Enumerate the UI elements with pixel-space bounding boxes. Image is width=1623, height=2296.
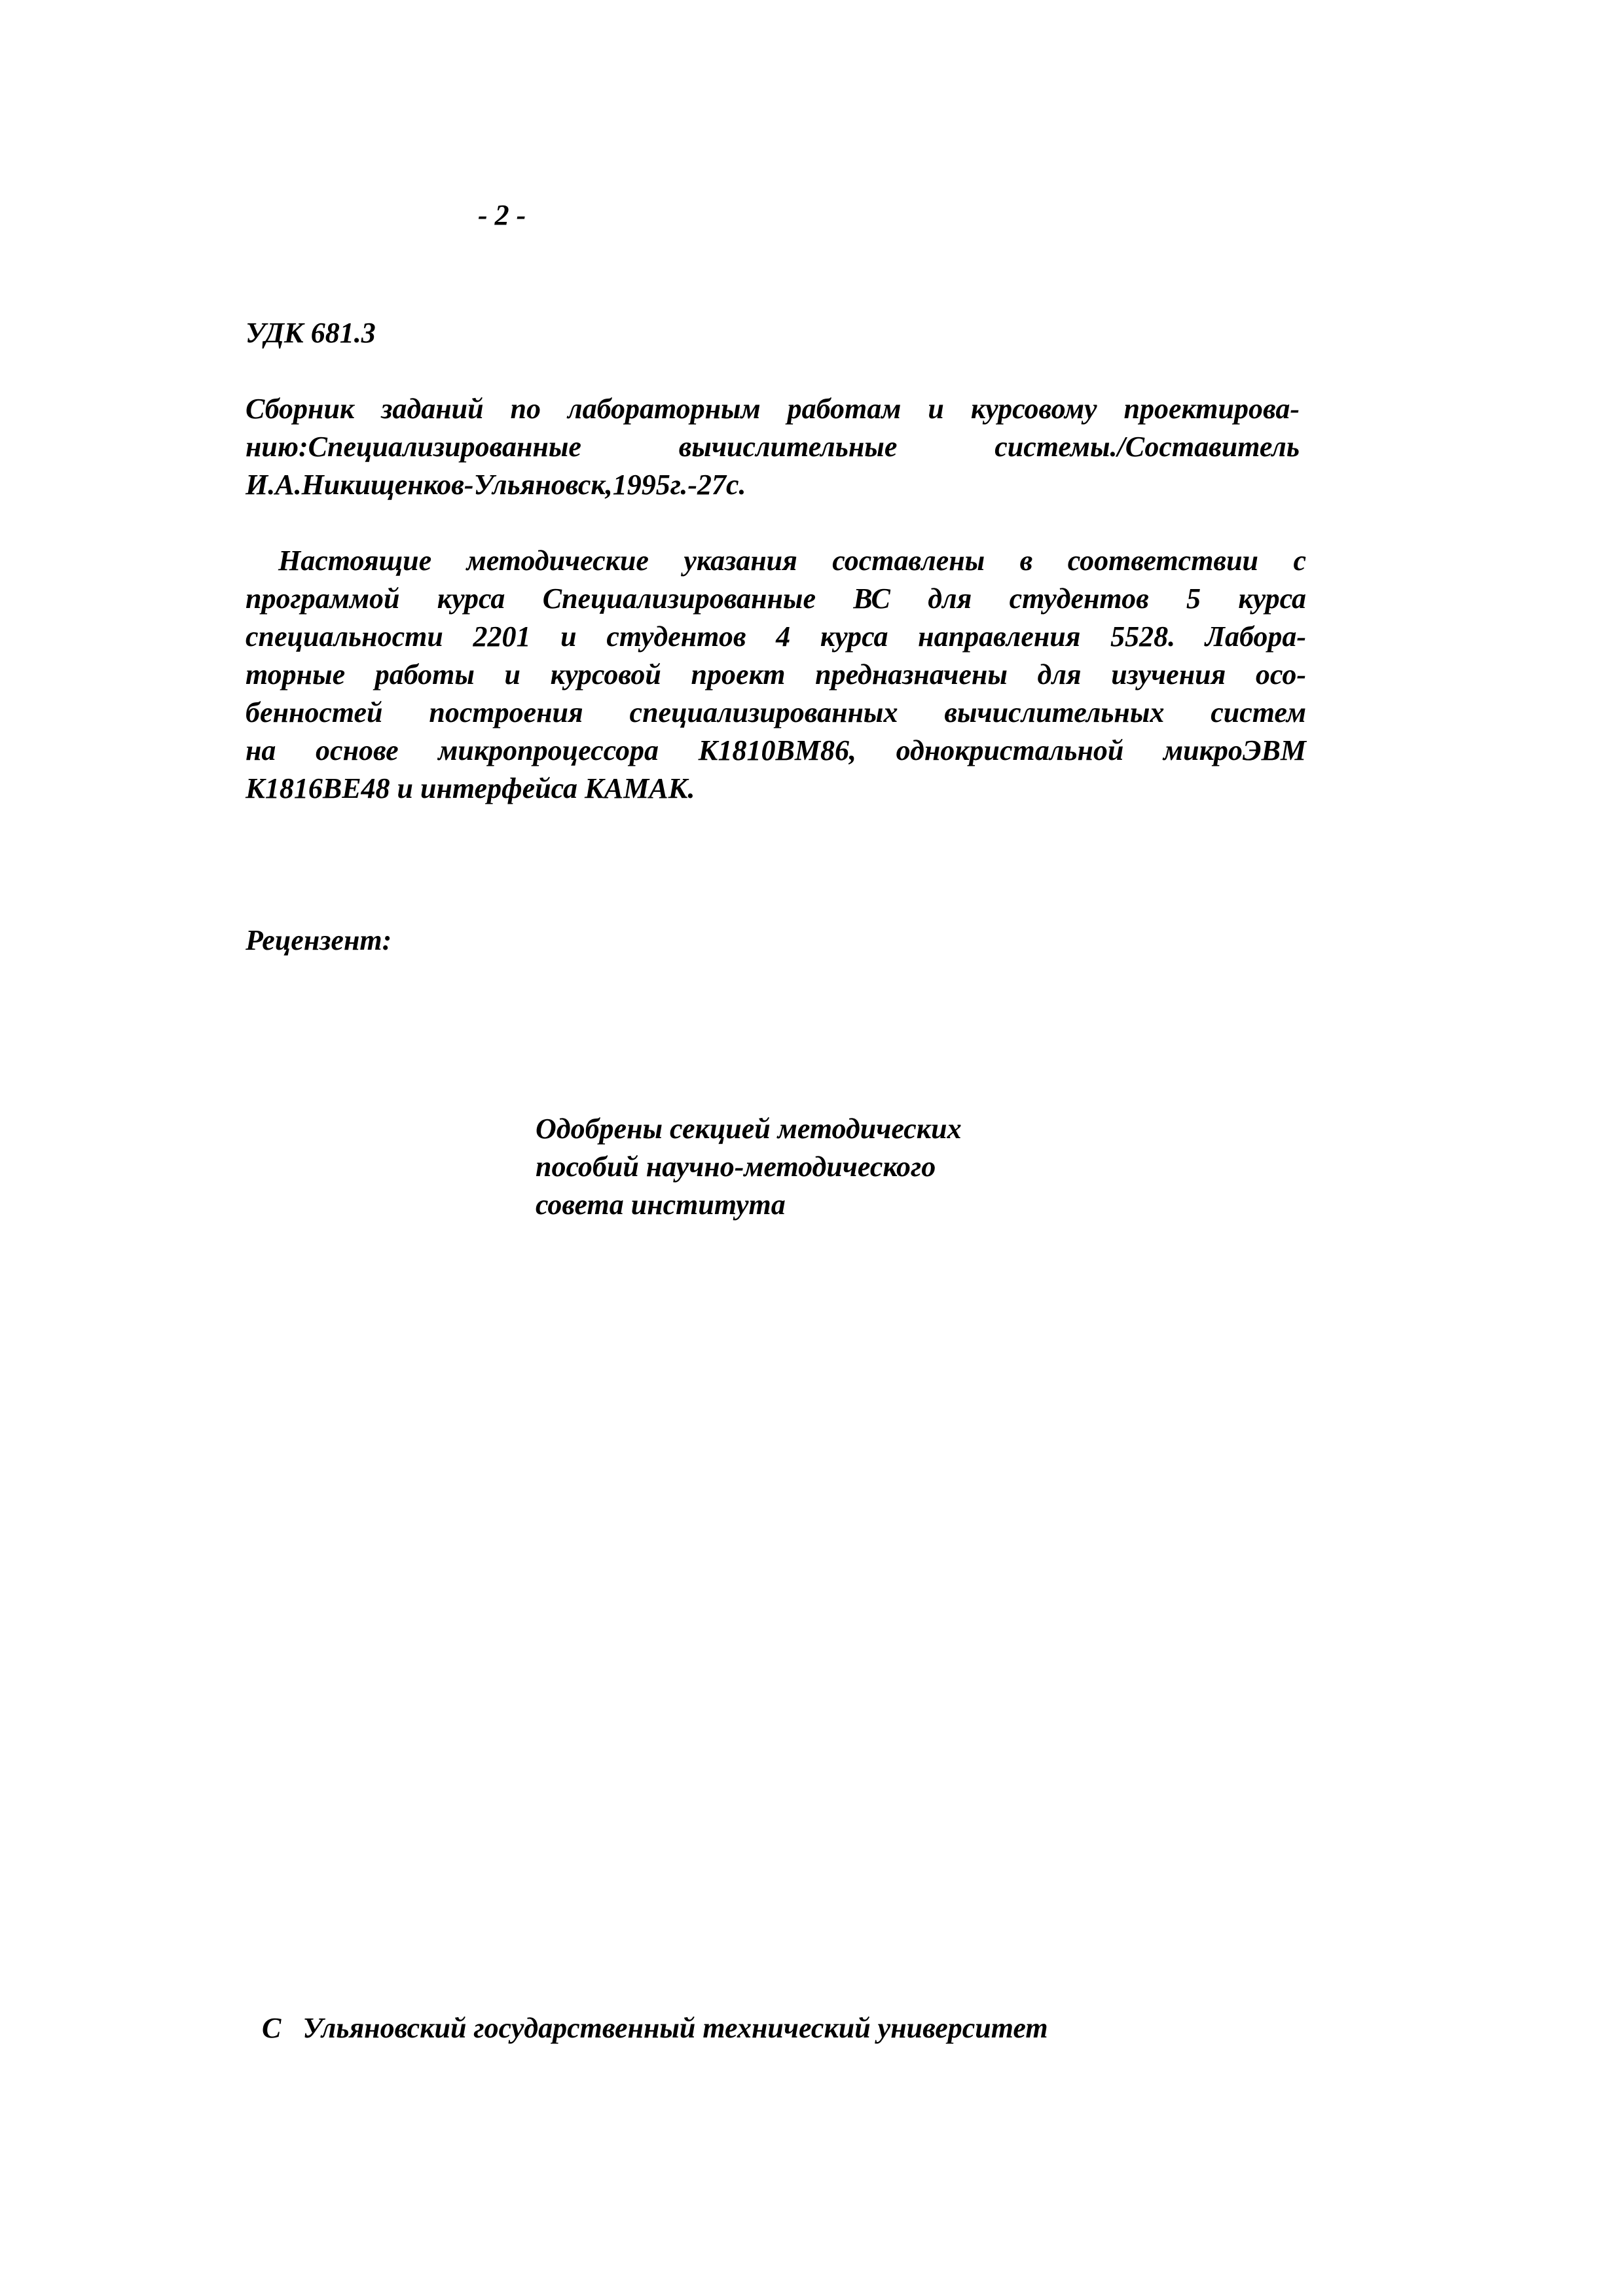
annotation-line: специальности 2201 и студентов 4 курса направления 5528. Лабора- (246, 620, 1306, 653)
approval-line: Одобрены секцией методических (536, 1113, 962, 1145)
copyright-notice (262, 2009, 1244, 2047)
reviewer-label (246, 922, 638, 960)
approval-note (536, 1110, 1125, 1224)
citation-line: И.А.Никищенков-Ульяновск,1995г.-27с. (246, 469, 746, 501)
annotation-line: К1816ВЕ48 и интерфейса КАМАК. (246, 772, 695, 804)
copyright-symbol: С (262, 2012, 282, 2044)
udk-code-text: УДК 681.3 (246, 317, 376, 349)
annotation-line: Настоящие методические указания составлены в соответствии с (278, 545, 1306, 577)
copyright-line (262, 2009, 1244, 2047)
copyright-holder: Ульяновский государственный технический университет (302, 2012, 1048, 2044)
annotation-line: бенностей построения специализированных вычислительных систем (246, 696, 1306, 728)
page-number-text: - 2 - (478, 199, 526, 231)
approval-line: совета института (536, 1189, 786, 1221)
annotation-line: на основе микропроцессора К1810ВМ86, однокристальной микроЭВМ (246, 734, 1306, 766)
bibliographic-citation (246, 390, 1300, 504)
annotation-paragraph (246, 542, 1306, 808)
approval-line: пособий научно-методического (536, 1151, 936, 1183)
udk-code (246, 314, 638, 352)
annotation-line: торные работы и курсовой проект предназначены для изучения осо- (246, 658, 1306, 691)
citation-line: нию:Специализированные вычислительные системы./Составитель (246, 431, 1300, 463)
reviewer-label-text: Рецензент: (246, 924, 392, 956)
citation-line: Сборник заданий по лабораторным работам и курсовому проектирова- (246, 393, 1300, 425)
annotation-line: программой курса Специализированные ВС для студентов 5 курса (246, 583, 1306, 615)
page-number (478, 196, 609, 234)
